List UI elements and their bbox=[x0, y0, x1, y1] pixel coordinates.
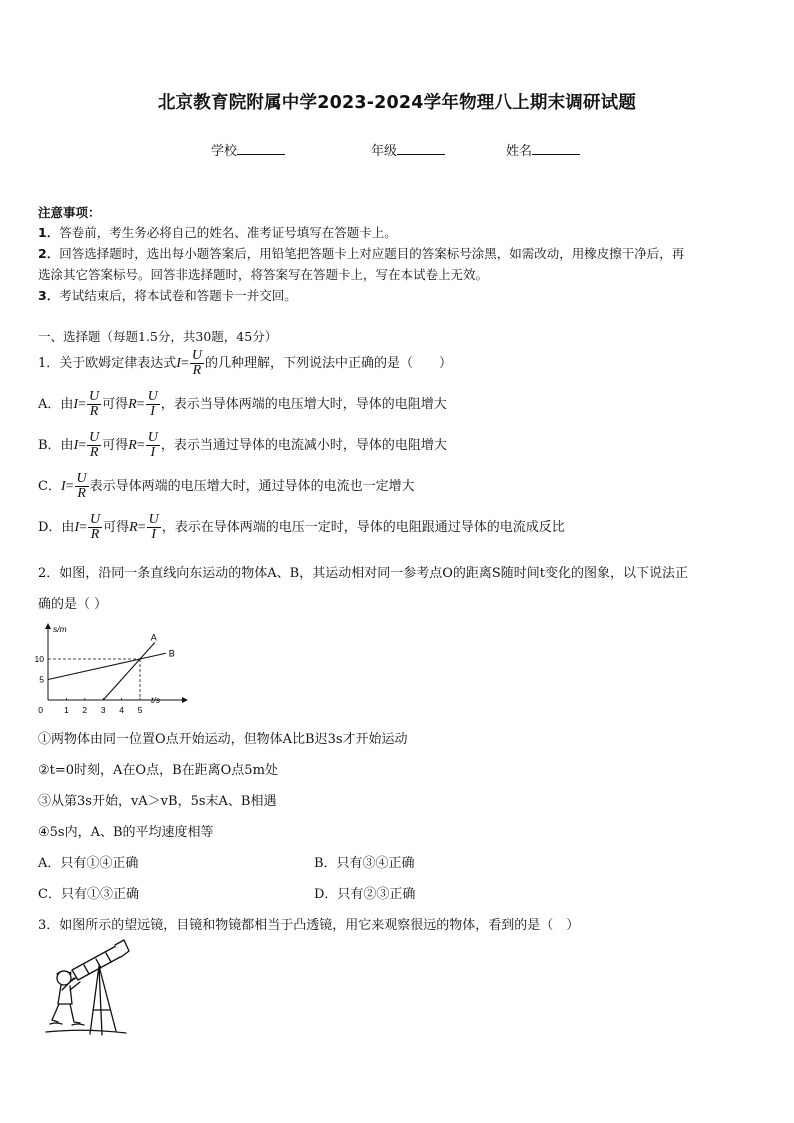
q2-option-a[interactable]: A．只有①④正确 bbox=[38, 856, 139, 871]
x-axis-label: t/s bbox=[151, 695, 161, 705]
tripod bbox=[90, 966, 116, 1035]
grade-blank[interactable] bbox=[397, 142, 445, 155]
x-tick-label-5: 5 bbox=[137, 705, 143, 715]
x-tick-label-4: 4 bbox=[119, 705, 124, 715]
grade-field[interactable] bbox=[371, 140, 445, 159]
q1-stem: 1．关于欧姆定律表达式I= $\frac{U}{R}$ 的几种理解，下列说法中正确的是（ ） bbox=[38, 348, 452, 378]
q2-statement-1: ①两物体由同一位置O点开始运动，但物体A比B迟3s才开始运动 bbox=[38, 732, 408, 747]
x-tick-label-2: 2 bbox=[82, 705, 88, 715]
series-label-A: A bbox=[150, 632, 157, 643]
ground-line bbox=[46, 1030, 126, 1033]
q2-option-d[interactable]: D．只有②③正确 bbox=[314, 887, 416, 902]
school-label: 学校 bbox=[211, 144, 238, 159]
school-blank[interactable] bbox=[237, 142, 285, 155]
y-axis-label: s/m bbox=[53, 624, 67, 634]
series-label-B: B bbox=[168, 648, 175, 659]
name-label: 姓名 bbox=[506, 144, 533, 159]
notice-item-2: 2．回答选择题时，选出每小题答案后，用铅笔把答题卡上对应题目的答案标号涂黑，如需改动，用橡皮擦干净后，再 bbox=[38, 246, 685, 261]
x-tick-label-1: 1 bbox=[64, 705, 69, 715]
origin-label: 0 bbox=[38, 705, 43, 715]
q2-stem-line1: 2．如图，沿同一条直线向东运动的物体A、B，其运动相对同一参考点O的距离S随时间t变化的图象，以下说法正 bbox=[38, 566, 689, 581]
q3-stem: 3．如图所示的望远镜，目镜和物镜都相当于凸透镜，用它来观察很远的物体，看到的是（ ） bbox=[38, 918, 580, 933]
telescope-illustration bbox=[44, 938, 130, 1038]
y-tick-label-10: 10 bbox=[34, 654, 44, 664]
q2-statement-2: ②t=0时刻，A在O点，B在距离O点5m处 bbox=[38, 763, 278, 778]
x-axis-arrow bbox=[182, 697, 188, 703]
x-tick-label-3: 3 bbox=[100, 705, 106, 715]
notice-heading: 注意事项： bbox=[38, 205, 101, 220]
name-blank[interactable] bbox=[532, 142, 580, 155]
q2-statement-3: ③从第3s开始，vA＞vB，5s末A、B相遇 bbox=[38, 794, 277, 809]
q1-option-d[interactable]: D．由I= $\frac{U}{R}$ 可得R= $\frac{U}{I}$ ，表示在导体两端的电压一定时，导体的电阻跟通过导体的电流成反比 bbox=[38, 512, 565, 542]
section-heading: 一、选择题（每题1.5分，共30题，45分） bbox=[38, 329, 278, 344]
q2-option-c[interactable]: C．只有①③正确 bbox=[38, 887, 139, 902]
notice-item-2-cont: 选涂其它答案标号。回答非选择题时，将答案写在答题卡上，写在本试卷上无效。 bbox=[38, 267, 489, 282]
series-line-B bbox=[48, 653, 166, 679]
q2-option-b[interactable]: B．只有③④正确 bbox=[314, 856, 415, 871]
name-field[interactable] bbox=[506, 140, 580, 159]
series-line-A bbox=[103, 643, 155, 700]
page-title: 北京教育院附属中学2023-2024学年物理八上期末调研试题 bbox=[157, 93, 637, 113]
y-tick-label-5: 5 bbox=[39, 674, 44, 685]
q1-option-a[interactable]: A．由I= $\frac{U}{R}$ 可得R= $\frac{U}{I}$ ，表示当导体两端的电压增大时，导体的电阻增大 bbox=[38, 389, 447, 419]
q1-option-b[interactable]: B．由I= $\frac{U}{R}$ 可得R= $\frac{U}{I}$ ，表示当通过导体的电流减小时，导体的电阻增大 bbox=[38, 430, 447, 460]
q2-statement-4: ④5s内，A、B的平均速度相等 bbox=[38, 825, 214, 840]
q2-stem-line2: 确的是（ ） bbox=[38, 597, 108, 612]
grade-label: 年级 bbox=[371, 144, 398, 159]
notice-item-1: 1．答卷前，考生务必将自己的姓名、准考证号填写在答题卡上。 bbox=[38, 225, 397, 240]
notice-item-3: 3．考试结束后，将本试卷和答题卡一并交回。 bbox=[38, 288, 297, 303]
q1-option-c[interactable]: C．I= $\frac{U}{R}$ 表示导体两端的电压增大时，通过导体的电流也一定增大 bbox=[38, 471, 415, 501]
school-field[interactable] bbox=[211, 140, 285, 159]
y-axis-arrow bbox=[45, 623, 51, 629]
st-graph bbox=[34, 620, 198, 716]
